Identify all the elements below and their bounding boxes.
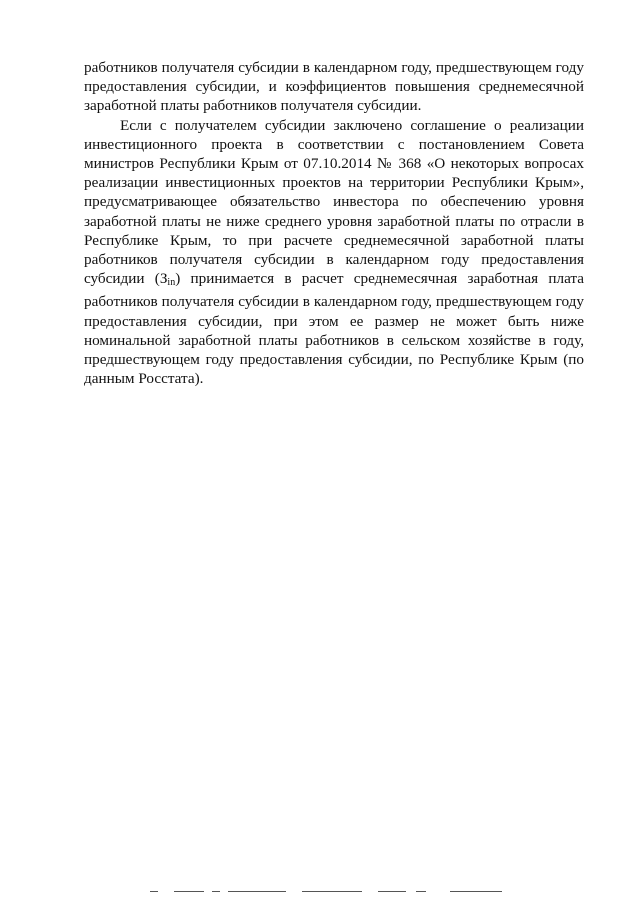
paragraph-continuation: работников получателя субсидии в календарном году, предшествующем году предоставления субсидии, и коэффициентов повышения среднемесячной заработной платы работников получателя субсидии. xyxy=(84,59,584,115)
scan-mark xyxy=(302,891,362,892)
salary-symbol: З xyxy=(159,270,168,288)
paragraph-text-part-1: Если с получателем субсидии заключено соглашение о реализации инвестиционного проекта в соответствии с постановлением Совета министров Республики Крым от 07.10.2014 № 368 «О некоторых вопросах реализации инвестиционных проектов на территории Республики Крым», предусматривающее обязательство инвестора по обеспечению уровня заработной платы не ниже среднего уровня заработной платы по отрасли в Республике Крым, то при расчете среднемесячной заработной платы работников получателя субсидии в календарном году предоставления субсидии ( xyxy=(84,116,584,288)
scan-mark xyxy=(212,891,220,892)
salary-symbol-subscript: in xyxy=(167,277,176,289)
scan-mark xyxy=(416,891,426,892)
scan-mark xyxy=(378,891,406,892)
document-body xyxy=(84,58,584,388)
scan-artifact-marks xyxy=(150,891,510,895)
paragraph-investment-agreement xyxy=(84,116,584,389)
scan-mark xyxy=(150,891,158,892)
scan-mark xyxy=(228,891,286,892)
paragraph-text-part-2: ) принимается в расчет среднемесячная заработная плата работников получателя субсидии в календарном году, предшествующем году предоставления субсидии, при этом ее размер не может быть ниже номинальной заработной платы работников в сельском хозяйстве в году, предшествующем году предоставления субсидии, по Республике Крым (по данным Росстата). xyxy=(84,270,584,388)
scan-mark xyxy=(174,891,204,892)
scan-mark xyxy=(450,891,502,892)
